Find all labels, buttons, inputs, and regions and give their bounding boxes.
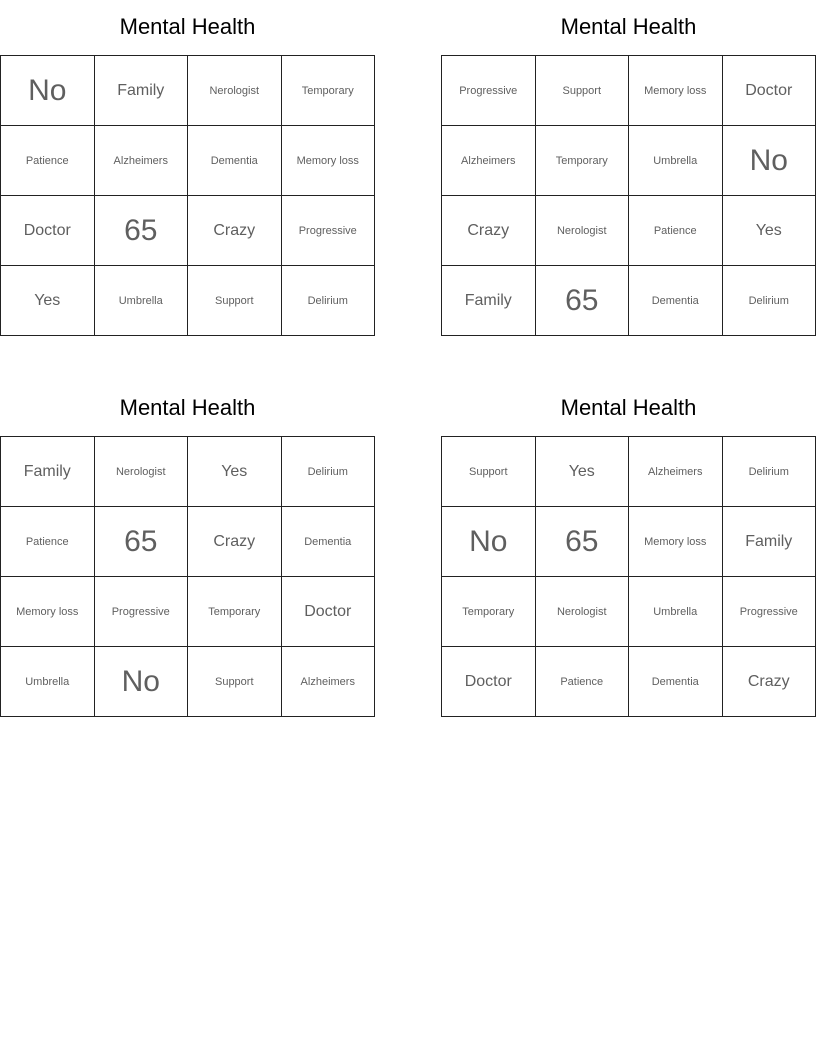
bingo-cell: Doctor (282, 577, 376, 647)
bingo-cell: Nerologist (536, 196, 630, 266)
bingo-cell: Umbrella (629, 126, 723, 196)
bingo-cell: Alzheimers (442, 126, 536, 196)
bingo-cell: Patience (629, 196, 723, 266)
card-title: Mental Health (119, 395, 256, 420)
bingo-cell: Doctor (723, 56, 816, 126)
bingo-cell: Doctor (1, 196, 95, 266)
bingo-cell: Doctor (442, 647, 536, 717)
bingo-cell: Delirium (723, 266, 816, 336)
bingo-cell: Nerologist (95, 437, 189, 507)
bingo-card (0, 0, 375, 336)
card-title: Mental Health (560, 395, 697, 420)
bingo-cell: Memory loss (629, 56, 723, 126)
bingo-cell: Yes (188, 437, 282, 507)
bingo-cell: No (723, 126, 816, 196)
bingo-cell: Family (1, 437, 95, 507)
bingo-cell: 65 (95, 196, 189, 266)
bingo-cell: Alzheimers (95, 126, 189, 196)
bingo-cell: Temporary (282, 56, 376, 126)
bingo-cell: Family (95, 56, 189, 126)
bingo-cell: Patience (1, 507, 95, 577)
bingo-cell: Progressive (442, 56, 536, 126)
bingo-cell: Progressive (282, 196, 376, 266)
bingo-cell: Crazy (723, 647, 816, 717)
bingo-cell: Crazy (188, 507, 282, 577)
bingo-cell: Support (188, 647, 282, 717)
bingo-cell: Delirium (723, 437, 816, 507)
bingo-grid (0, 436, 375, 717)
bingo-cell: Delirium (282, 437, 376, 507)
bingo-cell: Alzheimers (629, 437, 723, 507)
bingo-cell: 65 (95, 507, 189, 577)
bingo-cell: Crazy (188, 196, 282, 266)
bingo-cell: Dementia (629, 266, 723, 336)
bingo-cell: No (1, 56, 95, 126)
bingo-card (441, 381, 816, 717)
bingo-cell: Umbrella (1, 647, 95, 717)
bingo-cell: Patience (1, 126, 95, 196)
bingo-cell: No (95, 647, 189, 717)
bingo-cell: 65 (536, 266, 630, 336)
bingo-cell: Support (442, 437, 536, 507)
bingo-cell: Support (536, 56, 630, 126)
bingo-cell: Patience (536, 647, 630, 717)
bingo-cell: Temporary (442, 577, 536, 647)
bingo-cell: Family (723, 507, 816, 577)
bingo-grid (0, 55, 375, 336)
bingo-grid (441, 436, 816, 717)
bingo-card (0, 381, 375, 717)
bingo-cell: Crazy (442, 196, 536, 266)
bingo-cell: No (442, 507, 536, 577)
bingo-card (441, 0, 816, 336)
bingo-cell: Progressive (95, 577, 189, 647)
bingo-cell: Memory loss (1, 577, 95, 647)
bingo-cell: Dementia (282, 507, 376, 577)
bingo-cell: Temporary (536, 126, 630, 196)
bingo-cell: Memory loss (282, 126, 376, 196)
bingo-cell: Yes (723, 196, 816, 266)
bingo-cell: Nerologist (536, 577, 630, 647)
bingo-cell: Alzheimers (282, 647, 376, 717)
bingo-cell: Family (442, 266, 536, 336)
bingo-grid (441, 55, 816, 336)
bingo-cell: 65 (536, 507, 630, 577)
bingo-cell: Memory loss (629, 507, 723, 577)
bingo-cell: Nerologist (188, 56, 282, 126)
bingo-cell: Umbrella (629, 577, 723, 647)
bingo-cell: Progressive (723, 577, 816, 647)
bingo-cell: Support (188, 266, 282, 336)
bingo-cell: Umbrella (95, 266, 189, 336)
bingo-cell: Yes (1, 266, 95, 336)
bingo-cell: Dementia (629, 647, 723, 717)
card-title: Mental Health (560, 14, 697, 39)
bingo-cell: Delirium (282, 266, 376, 336)
bingo-cell: Dementia (188, 126, 282, 196)
card-title: Mental Health (119, 14, 256, 39)
bingo-cell: Temporary (188, 577, 282, 647)
bingo-cell: Yes (536, 437, 630, 507)
